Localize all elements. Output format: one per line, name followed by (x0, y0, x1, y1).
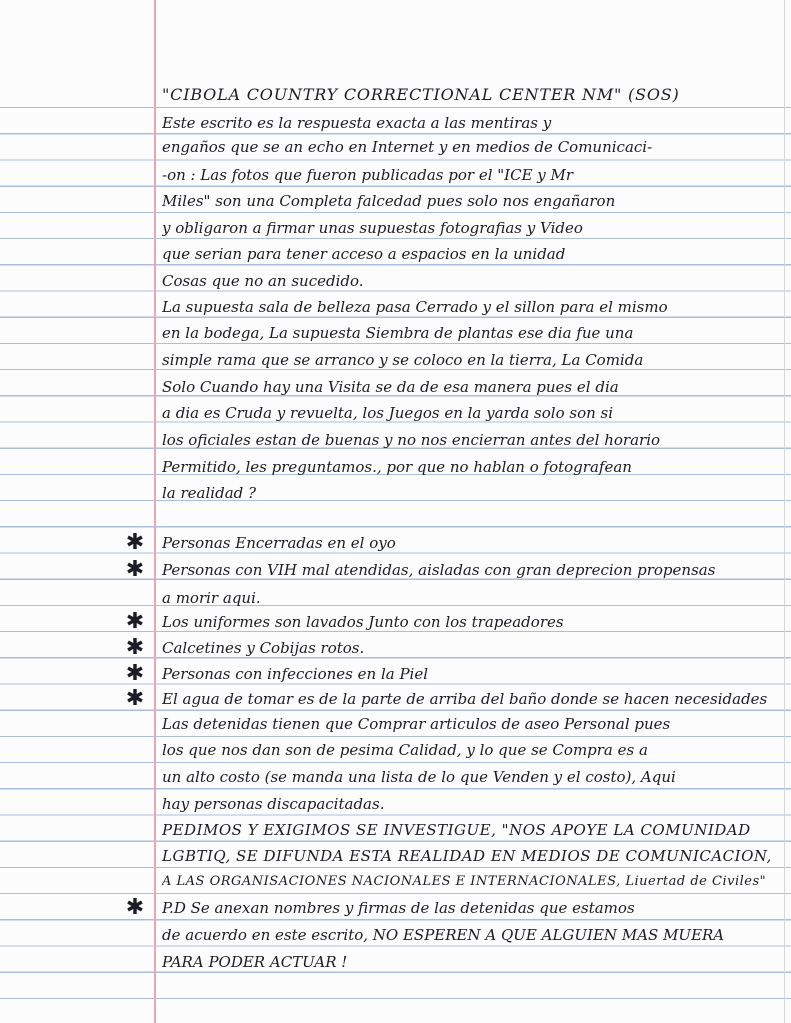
letter-line: -on : Las fotos que fueron publicadas por el "ICE y Mr (162, 166, 574, 184)
letter-line: simple rama que se arranco y se coloco en la tierra, La Comida (162, 351, 644, 369)
letter-line: Este escrito es la respuesta exacta a las mentiras y (162, 114, 552, 132)
list-item: PEDIMOS Y EXIGIMOS SE INVESTIGUE, "NOS APOYE LA COMUNIDAD (162, 821, 751, 839)
list-item: de acuerdo en este escrito, NO ESPEREN A QUE ALGUIEN MAS MUERA (162, 926, 725, 944)
letter-line: Solo Cuando hay una Visita se da de esa manera pues el dia (162, 378, 619, 396)
list-item: Calcetines y Cobijas rotos. (162, 639, 365, 657)
letter-line: la realidad ? (162, 484, 257, 502)
letter-line: engaños que se an echo en Internet y en medios de Comunicaci- (162, 138, 653, 156)
list-item: LGBTIQ, SE DIFUNDA ESTA REALIDAD EN MEDIOS DE COMUNICACION, (162, 847, 772, 865)
asterisk-icon: ✱ (125, 686, 145, 711)
list-item: Las detenidas tienen que Comprar articulos de aseo Personal pues (162, 715, 671, 733)
list-item: hay personas discapacitadas. (162, 795, 385, 813)
asterisk-icon: ✱ (125, 895, 145, 920)
asterisk-icon: ✱ (125, 635, 145, 660)
letter-line: a dia es Cruda y revuelta, los Juegos en la yarda solo son si (162, 404, 614, 422)
list-item: a morir aqui. (162, 589, 261, 607)
list-item: Los uniformes son lavados Junto con los trapeadores (162, 613, 564, 631)
letter-line: y obligaron a firmar unas supuestas fotografias y Video (162, 219, 583, 237)
scan-edge (784, 0, 785, 1023)
page-top-margin (0, 0, 791, 82)
letter-line: Miles" son una Completa falcedad pues solo nos engañaron (162, 192, 616, 210)
list-item: un alto costo (se manda una lista de lo que Venden y el costo), Aqui (162, 768, 676, 786)
asterisk-icon: ✱ (125, 530, 145, 555)
list-item: Personas con infecciones en la Piel (162, 665, 429, 683)
list-item: Personas con VIH mal atendidas, aisladas con gran deprecion propensas (162, 561, 716, 579)
margin-rule (154, 0, 156, 1023)
list-item: P.D Se anexan nombres y firmas de las detenidas que estamos (162, 899, 635, 917)
letter-line: los oficiales estan de buenas y no nos encierran antes del horario (162, 431, 661, 449)
letter-line: en la bodega, La supuesta Siembra de plantas ese dia fue una (162, 324, 634, 342)
letter-line: Cosas que no an sucedido. (162, 272, 364, 290)
letter-line: Permitido, les preguntamos., por que no hablan o fotografean (162, 458, 632, 476)
asterisk-icon: ✱ (125, 609, 145, 634)
asterisk-icon: ✱ (125, 557, 145, 582)
list-item: A LAS ORGANISACIONES NACIONALES E INTERNACIONALES, Liuertad de Civiles" (162, 874, 767, 889)
asterisk-icon: ✱ (125, 661, 145, 686)
list-item: Personas Encerradas en el oyo (162, 534, 396, 552)
list-item: PARA PODER ACTUAR ! (162, 953, 348, 971)
list-item: El agua de tomar es de la parte de arriba del baño donde se hacen necesidades (162, 690, 768, 708)
letter-line: que serian para tener acceso a espacios en la unidad (162, 245, 566, 263)
letter-line: La supuesta sala de belleza pasa Cerrado y el sillon para el mismo (162, 298, 668, 316)
letter-title: "CIBOLA COUNTRY CORRECTIONAL CENTER NM" (SOS) (162, 85, 680, 104)
list-item: los que nos dan son de pesima Calidad, y lo que se Compra es a (162, 741, 648, 759)
